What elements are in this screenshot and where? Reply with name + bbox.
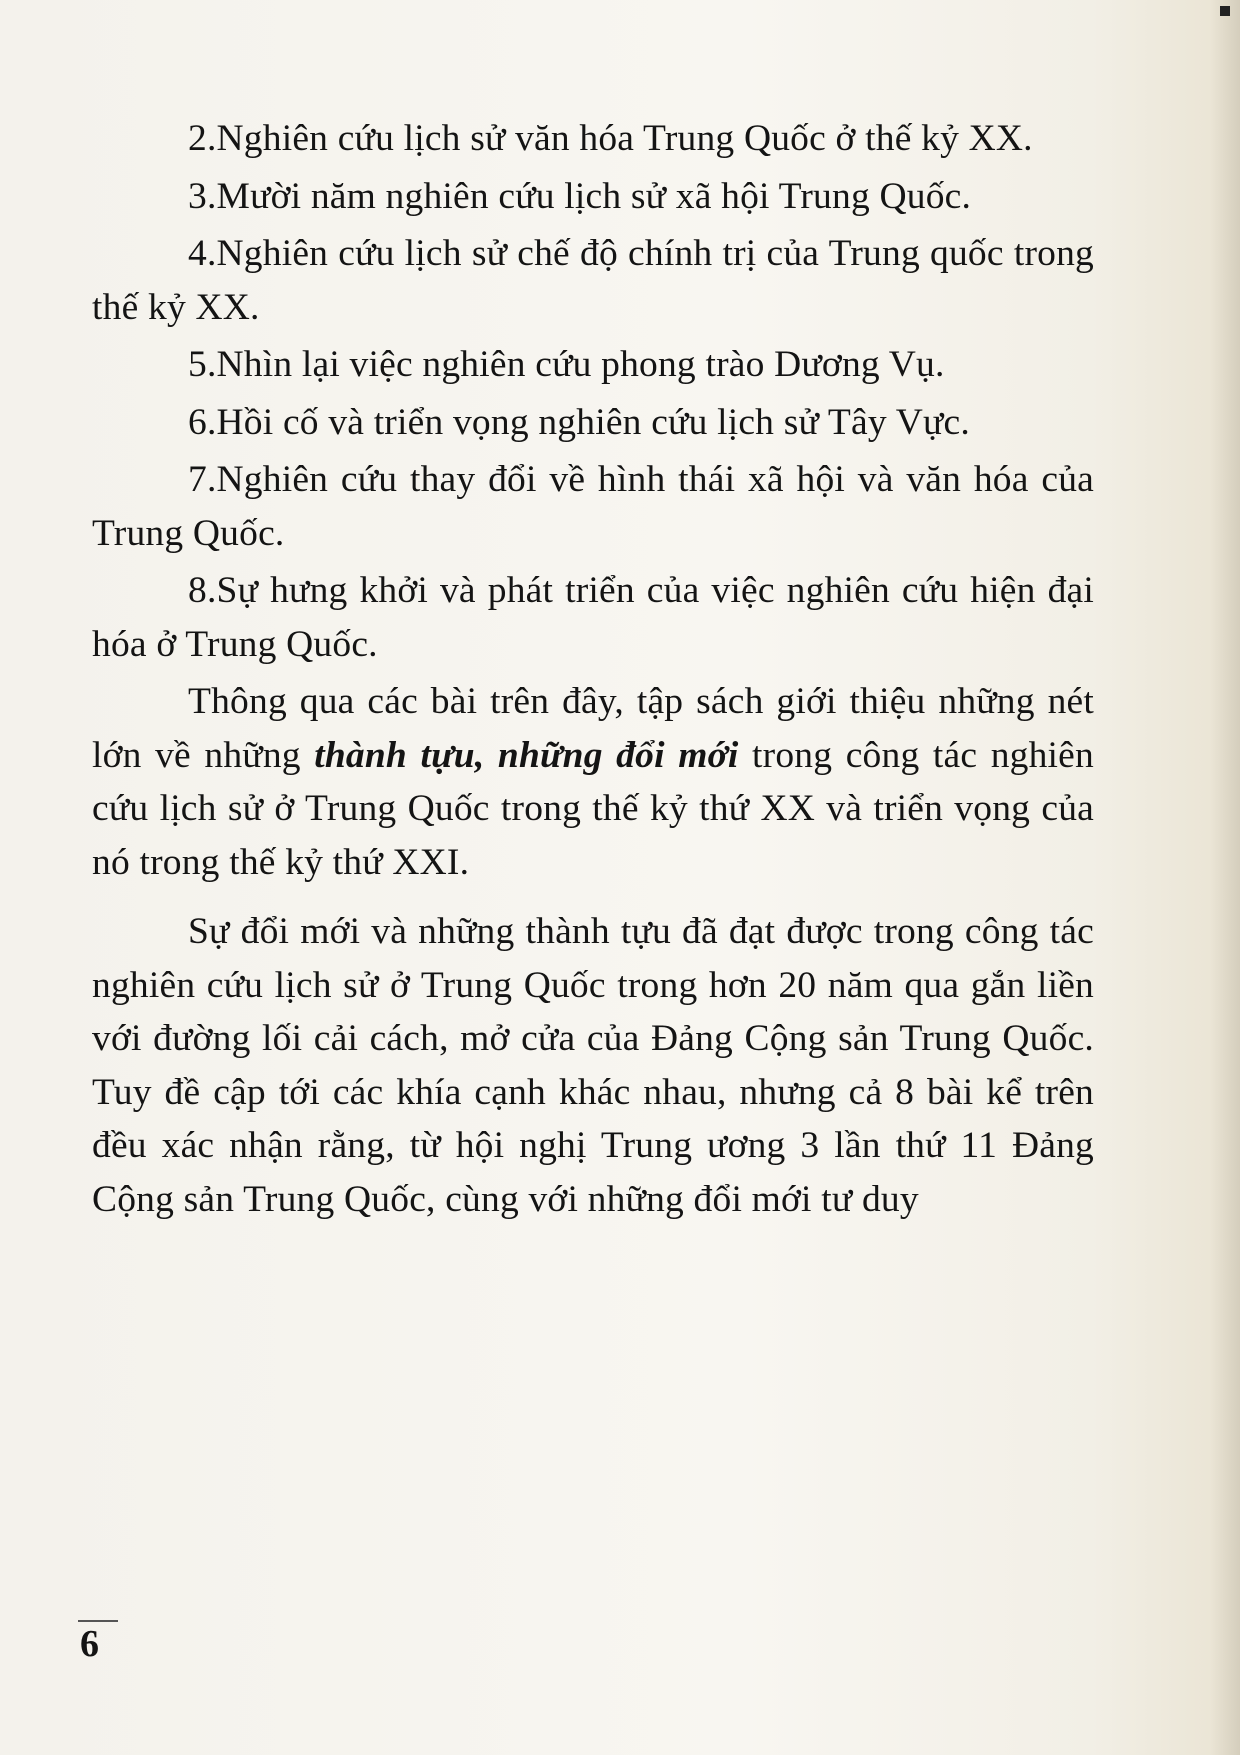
list-item-3: 3.Mười năm nghiên cứu lịch sử xã hội Trung Quốc.: [188, 175, 972, 217]
list-item-6: 6.Hồi cố và triển vọng nghiên cứu lịch sử Tây Vực.: [188, 401, 970, 443]
scan-mark: [1220, 6, 1230, 16]
list-item-7: 7.Nghiên cứu thay đổi về hình thái xã hội và văn hóa của Trung Quốc.: [92, 459, 1094, 554]
body-text: [92, 112, 1094, 1230]
page-edge-shadow: [1210, 0, 1240, 1755]
closing-paragraph: Sự đổi mới và những thành tựu đã đạt được trong công tác nghiên cứu lịch sử ở Trung Quốc trong hơn 20 năm qua gắn liền với đường lối cải cách, mở cửa của Đảng Cộng sản Trung Quốc. Tuy đề cập tới các khía cạnh khác nhau, nhưng cả 8 bài kể trên đều xác nhận rằng, từ hội nghị Trung ương 3 lần thứ 11 Đảng Cộng sản Trung Quốc, cùng với những đổi mới tư duy: [92, 911, 1094, 1220]
summary-paragraph: [92, 675, 1094, 889]
summary-emphasis: thành tựu, những đổi mới: [314, 734, 739, 776]
list-item-4: 4.Nghiên cứu lịch sử chế độ chính trị của Trung quốc trong thế kỷ XX.: [92, 233, 1094, 328]
summary-text-after: trong công tác nghiên cứu lịch sử ở Trung Quốc trong thế kỷ thứ XX và triển vọng của nó trong thế kỷ thứ XXI.: [92, 734, 1094, 883]
page-number: 6: [80, 1623, 99, 1665]
summary-text-before: Thông qua các bài trên đây, tập sách giới thiệu những nét lớn về những: [92, 681, 1094, 776]
list-item-5: 5.Nhìn lại việc nghiên cứu phong trào Dương Vụ.: [188, 344, 945, 385]
list-item-2: 2.Nghiên cứu lịch sử văn hóa Trung Quốc ở thế kỷ XX.: [188, 118, 1033, 159]
list-item-8: 8.Sự hưng khởi và phát triển của việc nghiên cứu hiện đại hóa ở Trung Quốc.: [92, 570, 1094, 665]
